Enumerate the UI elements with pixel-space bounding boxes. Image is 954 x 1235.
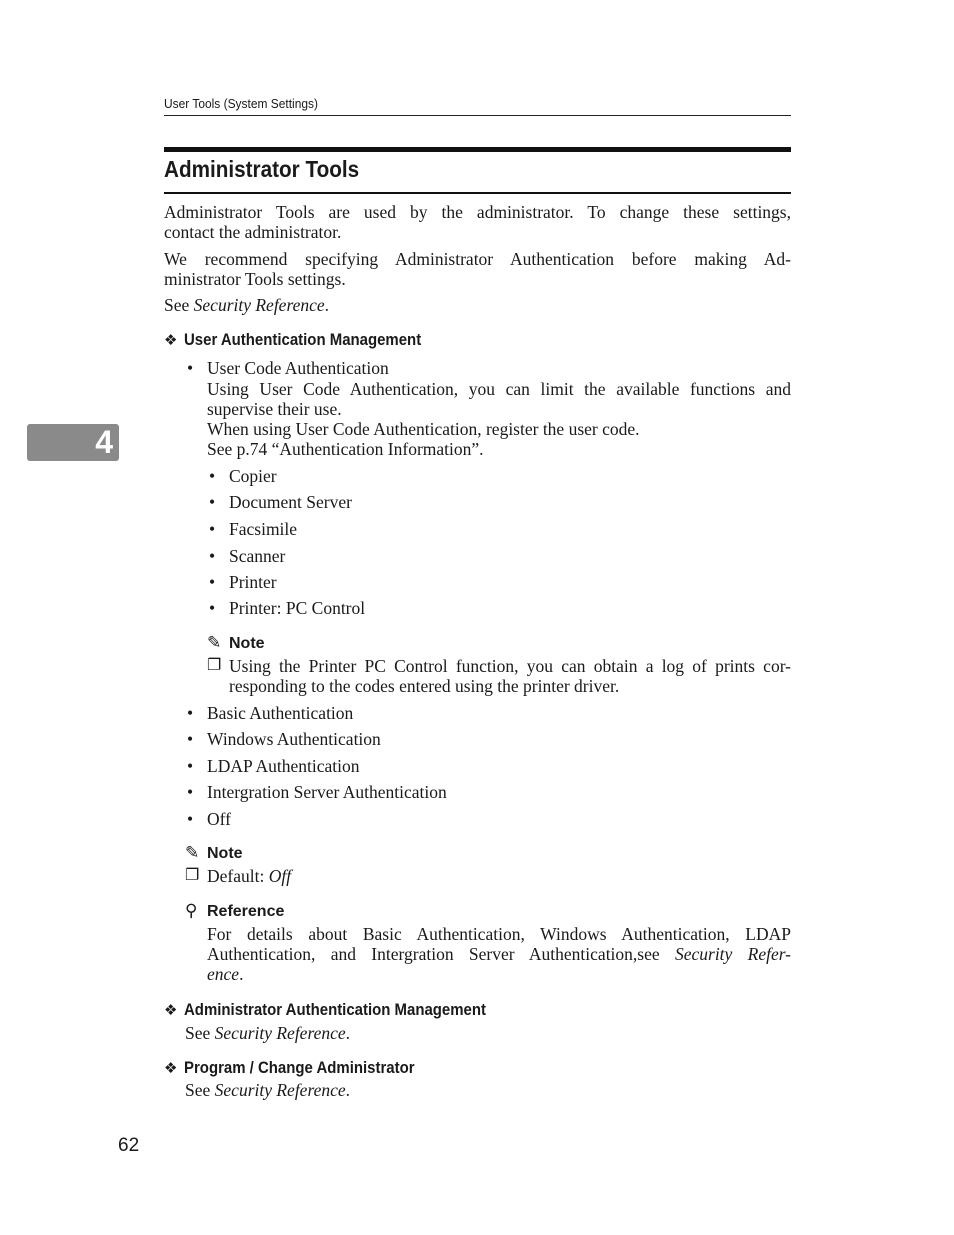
note-heading: ✎ Note [185,843,243,862]
bullet-icon: • [209,546,216,566]
bullet-icon: • [187,703,194,723]
section-marker-icon: ❖ [164,1060,178,1077]
reference-link: Security Refer- [674,944,791,964]
list-item: • Intergration Server Authentication [187,782,447,802]
bullet-icon: • [187,809,194,829]
reference-link: ence [207,964,240,984]
running-head: User Tools (System Settings) [164,96,318,111]
list-item: • Copier [209,466,277,486]
list-item: • Printer: PC Control [209,598,366,618]
reference-text: For details about Basic Authentication, Windows Authentication, LDAP Authentication, and Intergration Server Authentication,see Security Refer- ence. [207,924,791,984]
list-item: • Facsimile [209,519,298,539]
note-item-default: ❐ Default: Off [185,866,292,886]
title-rule-bottom [164,192,791,194]
intro-line: ministrator Tools settings. [164,269,346,289]
intro-see-reference: See Security Reference. [164,295,330,315]
header-rule [164,115,791,116]
reference-link: Security Reference [214,1023,346,1043]
bullet-icon: • [209,572,216,592]
bullet-icon: • [209,598,216,618]
list-item: • User Code Authentication [187,358,389,378]
bullet-icon: • [187,358,194,378]
bullet-icon: • [209,492,216,512]
checkbox-icon: ❐ [185,867,200,884]
bullet-icon: • [209,466,216,486]
bullet-icon: • [187,729,194,749]
section-heading-admin-auth: ❖ Administrator Authentication Management [164,1000,486,1019]
reference-heading: ⚲ Reference [185,901,285,920]
default-value: Off [268,866,292,886]
intro-line: contact the administrator. [164,222,342,242]
pencil-icon: ✎ [207,633,222,652]
note-item: ❐ Using the Printer PC Control function, you can obtain a log of prints cor- responding to the codes entered using the printer driver. [207,656,791,696]
note-heading: ✎ Note [207,633,265,652]
title-rule-top [164,147,791,152]
section-heading-program-admin: ❖ Program / Change Administrator [164,1058,415,1077]
list-item: • Basic Authentication [187,703,354,723]
intro-paragraph-1 [164,202,791,242]
list-item: • Document Server [209,492,352,512]
see-reference: See Security Reference. [185,1023,351,1043]
intro-line: We recommend specifying Administrator Authentication before making Ad- [164,249,791,269]
pencil-icon: ✎ [185,843,200,862]
chapter-number: 4 [95,424,113,460]
bullet-icon: • [187,782,194,802]
see-reference: See Security Reference. [185,1080,351,1100]
user-code-description: Using User Code Authentication, you can limit the available functions and supervise their use. When using User Code Authentication, register the user code. See p.74 “Authentication Information”. [207,379,791,459]
reference-link: Security Reference [214,1080,346,1100]
section-heading-user-auth: ❖ User Authentication Management [164,330,422,349]
list-item: • LDAP Authentication [187,756,360,776]
list-item: • Scanner [209,546,286,566]
page-number: 62 [118,1135,140,1156]
list-item: • Off [187,809,231,829]
bullet-icon: • [209,519,216,539]
magnifier-icon: ⚲ [185,901,198,920]
bullet-icon: • [187,756,194,776]
checkbox-icon: ❐ [207,657,222,674]
reference-link: Security Reference [193,295,325,315]
chapter-tab [27,424,119,461]
list-item: • Windows Authentication [187,729,381,749]
intro-line: Administrator Tools are used by the administrator. To change these settings, [164,202,791,222]
page-title: Administrator Tools [164,156,360,182]
list-item: • Printer [209,572,277,592]
section-marker-icon: ❖ [164,332,178,349]
section-marker-icon: ❖ [164,1002,178,1019]
intro-paragraph-2 [164,249,791,289]
